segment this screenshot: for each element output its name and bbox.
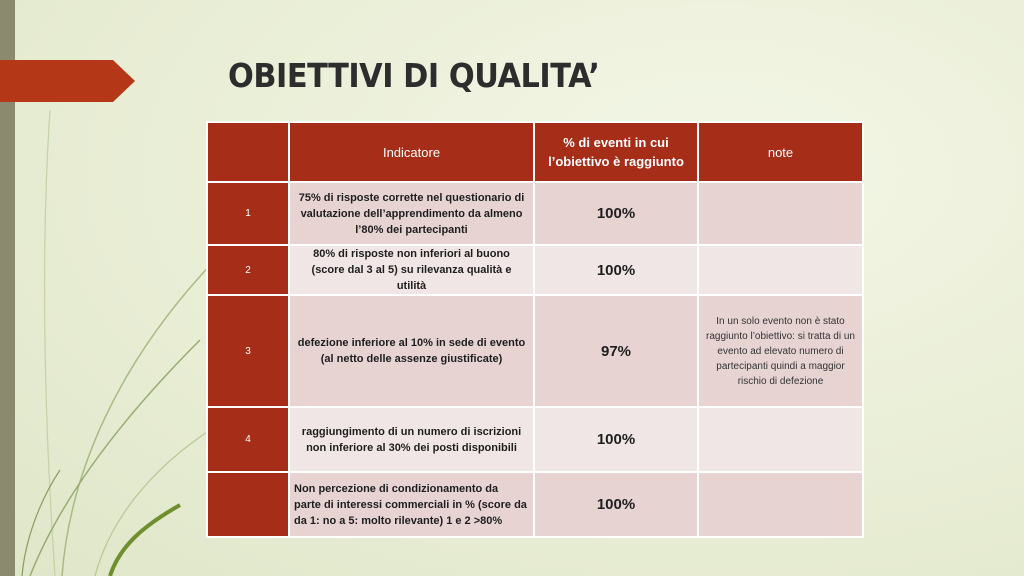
row-percent: 100% — [534, 407, 698, 472]
row-percent: 100% — [534, 245, 698, 295]
row-note — [698, 407, 863, 472]
row-indicator: 80% di risposte non inferiori al buono (score dal 3 al 5) su rilevanza qualità e utilità — [289, 245, 534, 295]
table-row — [207, 245, 863, 295]
header-note: note — [698, 122, 863, 182]
row-indicator: defezione inferiore al 10% in sede di evento (al netto delle assenze giustificate) — [289, 295, 534, 407]
table-row — [207, 182, 863, 245]
header-percent: % di eventi in cui l’obiettivo è raggiunto — [534, 122, 698, 182]
row-note — [698, 182, 863, 245]
row-note — [698, 472, 863, 537]
row-number: 2 — [207, 245, 289, 295]
row-indicator: Non percezione di condizionamento da parte di interessi commerciali in % (score da da 1: no a 5: molto rilevante) 1 e 2 >80% — [289, 472, 534, 537]
row-number: 1 — [207, 182, 289, 245]
quality-objectives-table — [206, 121, 864, 538]
table-row — [207, 295, 863, 407]
row-number — [207, 472, 289, 537]
row-indicator: 75% di risposte corrette nel questionario di valutazione dell’apprendimento da almeno l’80% dei partecipanti — [289, 182, 534, 245]
title-arrow-marker — [0, 60, 135, 102]
page-title: OBIETTIVI DI QUALITA’ — [228, 56, 600, 95]
table-header-row — [207, 122, 863, 182]
row-percent: 100% — [534, 472, 698, 537]
row-indicator: raggiungimento di un numero di iscrizioni non inferiore al 30% dei posti disponibili — [289, 407, 534, 472]
table-row — [207, 472, 863, 537]
row-percent: 97% — [534, 295, 698, 407]
row-percent: 100% — [534, 182, 698, 245]
header-indicator: Indicatore — [289, 122, 534, 182]
table-row — [207, 407, 863, 472]
row-number: 4 — [207, 407, 289, 472]
row-note — [698, 245, 863, 295]
header-number — [207, 122, 289, 182]
row-note: In un solo evento non è stato raggiunto l’obiettivo: si tratta di un evento ad elevato numero di partecipanti quindi a maggior rischio di defezione — [698, 295, 863, 407]
row-number: 3 — [207, 295, 289, 407]
